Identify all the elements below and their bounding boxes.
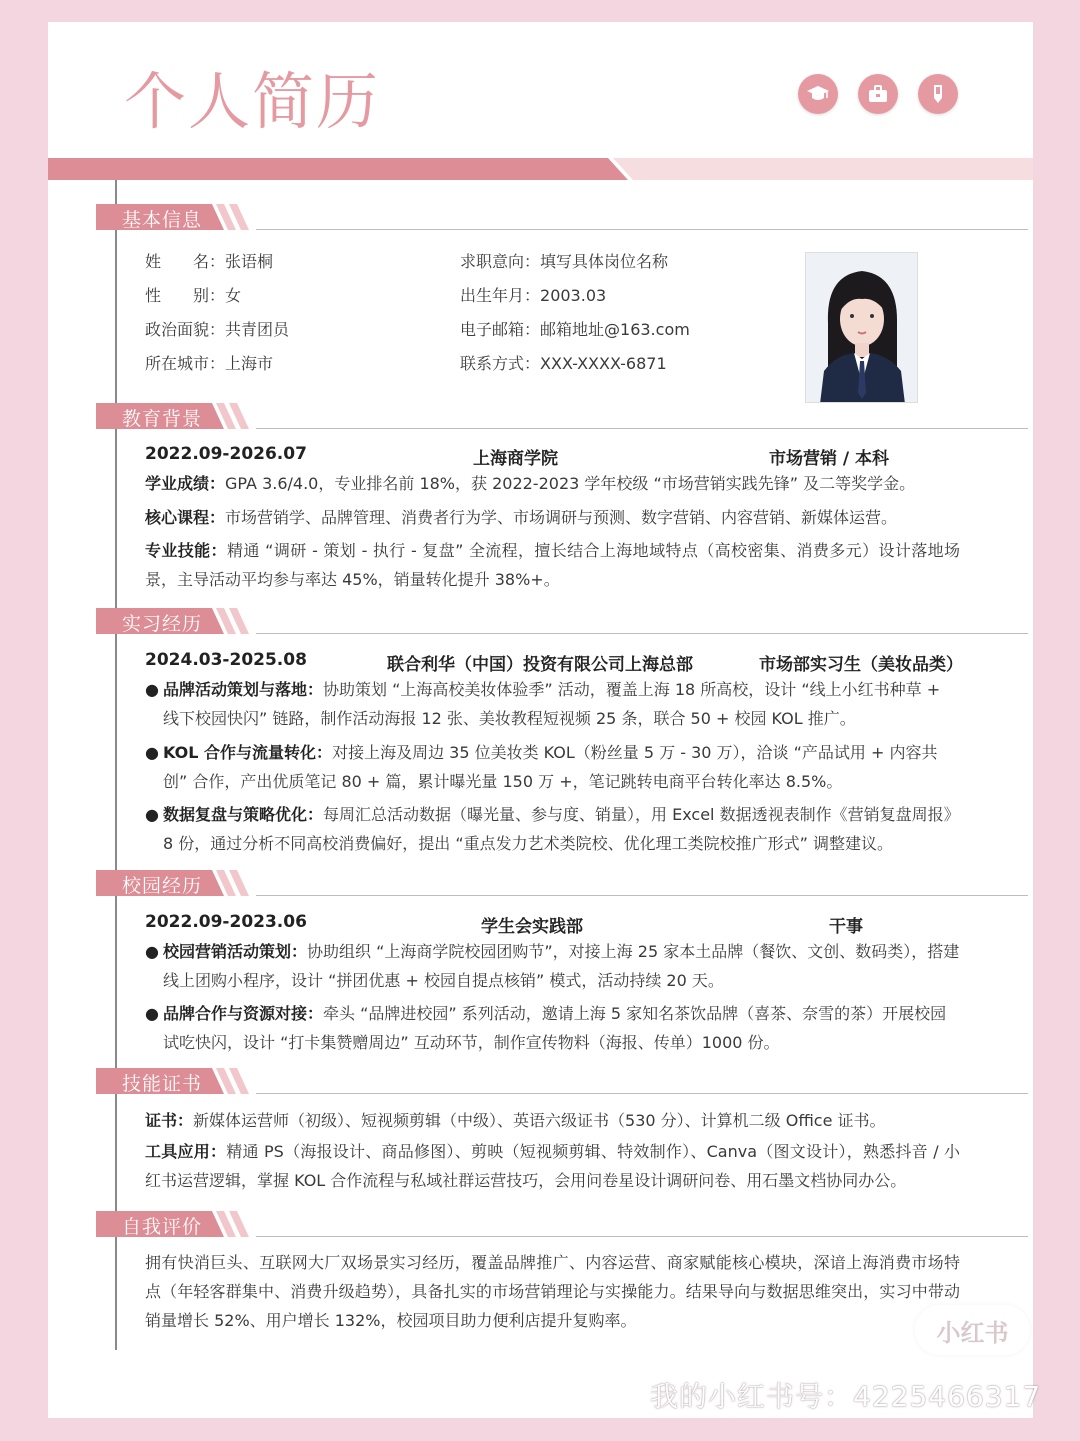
- education-courses: [145, 503, 957, 532]
- email-value: 邮箱地址@163.com: [540, 320, 690, 339]
- section-title: 教育背景: [122, 408, 203, 430]
- skills-tools: [145, 1137, 960, 1195]
- campus-role: 干事: [829, 917, 863, 937]
- section-title: 实习经历: [122, 613, 203, 635]
- education-skills: [145, 536, 960, 594]
- email-row: [460, 317, 690, 340]
- skills-cert: [145, 1106, 960, 1135]
- resume-paper: [48, 22, 1033, 1418]
- list-item: [145, 800, 960, 858]
- section-title: 自我评价: [122, 1216, 203, 1238]
- section-internship-heading: [96, 608, 1028, 638]
- item-text: 每周汇总活动数据（曝光量、参与度、销量），用 Excel 数据透视表制作《营销复盘周报》8 份，通过分析不同高校消费偏好，提出 “重点发力艺术类院校、优化理工类院校推广形式” 调整建议。: [163, 805, 960, 853]
- political-label: 政治面貌：: [145, 320, 226, 339]
- item-text: 协助策划 “上海高校美妆体验季” 活动，覆盖上海 18 所高校，设计 “线上小红书种草 + 线下校园快闪” 链路，制作活动海报 12 张、美妆教程短视频 25 条，联合 50 + 校园 KOL 推广。: [163, 680, 941, 728]
- internship-period: 2024.03-2025.08: [145, 650, 307, 670]
- email-label: 电子邮箱：: [460, 320, 541, 339]
- gender-row: [145, 283, 241, 306]
- birth-label: 出生年月：: [460, 286, 541, 305]
- section-campus-heading: [96, 870, 1028, 900]
- education-major: 市场营销 / 本科: [769, 449, 890, 469]
- item-label: 数据复盘与策略优化：: [163, 805, 324, 824]
- list-item: [145, 675, 960, 733]
- education-gpa: [145, 469, 957, 498]
- political-row: [145, 317, 289, 340]
- section-title: 技能证书: [122, 1073, 203, 1095]
- item-text: 牵头 “品牌进校园” 系列活动，邀请上海 5 家知名茶饮品牌（喜茶、奈雪的茶）开展校园试吃快闪，设计 “打卡集赞赠周边” 互动环节，制作宣传物料（海报、传单）1000 份。: [163, 1004, 947, 1052]
- section-skills-heading: [96, 1068, 1028, 1098]
- city-label: 所在城市：: [145, 354, 226, 373]
- page-title: 个人简历: [124, 65, 381, 138]
- graduation-cap-icon: [798, 74, 838, 114]
- section-self-heading: [96, 1211, 1028, 1241]
- phone-row: [460, 351, 667, 374]
- tools-text: 精通 PS（海报设计、商品修图）、剪映（短视频剪辑、特效制作）、Canva（图文设计），熟悉抖音 / 小红书运营逻辑，掌握 KOL 合作流程与私域社群运营技巧，会用问卷星设计调研问卷、用石墨文档协同办公。: [145, 1142, 960, 1190]
- item-label: 品牌合作与资源对接：: [163, 1004, 324, 1023]
- gender-value: 女: [225, 286, 242, 305]
- name-row: [145, 249, 273, 272]
- bullet-icon: ●: [145, 942, 159, 961]
- item-text: 对接上海及周边 35 位美妆类 KOL（粉丝量 5 万 - 30 万），洽谈 “产品试用 + 内容共创” 合作，产出优质笔记 80 + 篇，累计曝光量 150 万 +，笔记跳转电商平台转化率达 8.5%。: [163, 743, 938, 791]
- skills-label: 专业技能：: [145, 541, 227, 560]
- name-label: 姓 名：: [145, 252, 226, 271]
- list-item: [145, 738, 960, 796]
- internship-company: 联合利华（中国）投资有限公司上海总部: [387, 655, 693, 675]
- job-row: [460, 249, 668, 272]
- education-school: 上海商学院: [473, 449, 558, 469]
- header-icons: [798, 74, 958, 114]
- list-item: [145, 999, 960, 1057]
- self-evaluation-text: 拥有快消巨头、互联网大厂双场景实习经历，覆盖品牌推广、内容运营、商家赋能核心模块，深谙上海消费市场特点（年轻客群集中、消费升级趋势），具备扎实的市场营销理论与实操能力。结果导向与数据思维突出，实习中带动销量增长 52%、用户增长 132%，校园项目助力便利店提升复购率。: [145, 1253, 960, 1330]
- section-divider: [256, 1236, 1028, 1237]
- skills-text: 精通 “调研 - 策划 - 执行 - 复盘” 全流程，擅长结合上海地域特点（高校密集、消费多元）设计落地场景，主导活动平均参与率达 45%，销量转化提升 38%+。: [145, 541, 960, 589]
- section-title: 校园经历: [122, 875, 203, 897]
- section-divider: [256, 1093, 1028, 1094]
- gender-label: 性 别：: [145, 286, 226, 305]
- header-band: [48, 158, 1033, 180]
- section-divider: [256, 229, 1028, 230]
- profile-photo: [805, 252, 918, 403]
- tools-label: 工具应用：: [145, 1142, 227, 1161]
- bullet-icon: ●: [145, 680, 159, 699]
- cert-text: 新媒体运营师（初级）、短视频剪辑（中级）、英语六级证书（530 分）、计算机二级 Office 证书。: [193, 1111, 886, 1130]
- birth-row: [460, 283, 606, 306]
- education-period: 2022.09-2026.07: [145, 444, 307, 464]
- bullet-icon: ●: [145, 1004, 159, 1023]
- item-label: 品牌活动策划与落地：: [163, 680, 324, 699]
- birth-value: 2003.03: [540, 286, 607, 305]
- courses-label: 核心课程：: [145, 508, 226, 527]
- campus-period: 2022.09-2023.06: [145, 912, 307, 932]
- timeline-line: [115, 180, 117, 1350]
- gpa-text: GPA 3.6/4.0，专业排名前 18%，获 2022-2023 学年校级 “市场营销实践先锋” 及二等奖学金。: [225, 474, 916, 493]
- bullet-icon: ●: [145, 805, 159, 824]
- watermark-text: 我的小红书号：4225466317: [650, 1380, 1042, 1413]
- cert-label: 证书：: [145, 1111, 194, 1130]
- list-item: [145, 937, 960, 995]
- campus-org: 学生会实践部: [481, 917, 583, 937]
- item-text: 协助组织 “上海商学院校园团购节”，对接上海 25 家本土品牌（餐饮、文创、数码类），搭建线上团购小程序，设计 “拼团优惠 + 校园自提点核销” 模式，活动持续 20 天。: [163, 942, 960, 990]
- item-label: KOL 合作与流量转化：: [163, 743, 333, 762]
- section-divider: [256, 633, 1028, 634]
- internship-role: 市场部实习生（美妆品类）: [759, 655, 963, 675]
- section-education-heading: [96, 403, 1028, 433]
- watermark-badge: 小红书: [915, 1305, 1030, 1355]
- item-label: 校园营销活动策划：: [163, 942, 308, 961]
- courses-text: 市场营销学、品牌管理、消费者行为学、市场调研与预测、数字营销、内容营销、新媒体运营。: [225, 508, 898, 527]
- political-value: 共青团员: [225, 320, 290, 339]
- phone-label: 联系方式：: [460, 354, 541, 373]
- city-value: 上海市: [225, 354, 274, 373]
- section-divider: [256, 428, 1028, 429]
- section-title: 基本信息: [122, 209, 203, 231]
- briefcase-icon: [858, 74, 898, 114]
- pencil-icon: [918, 74, 958, 114]
- city-row: [145, 351, 273, 374]
- phone-value: XXX-XXXX-6871: [540, 354, 667, 373]
- bullet-icon: ●: [145, 743, 159, 762]
- job-label: 求职意向：: [460, 252, 541, 271]
- name-value: 张语桐: [225, 252, 274, 271]
- section-basic-heading: [96, 204, 1028, 234]
- job-value: 填写具体岗位名称: [540, 252, 669, 271]
- section-divider: [256, 895, 1028, 896]
- gpa-label: 学业成绩：: [145, 474, 226, 493]
